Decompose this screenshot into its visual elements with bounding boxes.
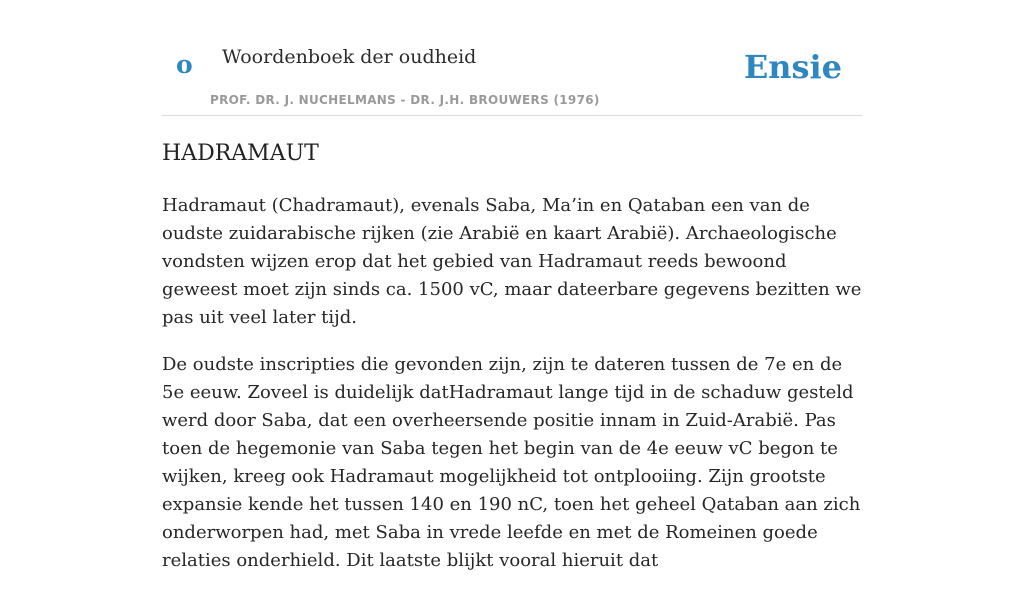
entry-title: HADRAMAUT (162, 141, 319, 166)
book-title[interactable]: Woordenboek der oudheid (222, 46, 477, 68)
page (162, 0, 862, 571)
header (162, 0, 862, 116)
entry-paragraph: Hadramaut (Chadramaut), evenals Saba, Ma’in en Qataban een van de oudste zuidarabische rijken (zie Arabië en kaart Arabië). Archaeologische vondsten wijzen erop dat het gebied van Hadramaut reeds bewoond geweest moet zijn sinds ca. 1500 vC, maar dateerbare gegevens bezitten we pas uit veel later tijd. (162, 195, 862, 328)
entry-paragraph: De oudste inscripties die gevonden zijn, zijn te dateren tussen de 7e en de 5e eeuw. Zoveel is duidelijk datHadramaut lange tijd in de schaduw gesteld werd door Saba, dat een overheersende positie innam in Zuid-Arabië. Pas toen de hegemonie van Saba tegen het begin van de 4e eeuw vC begon te wijken, kreeg ook Hadramaut mogelijkheid tot ontplooiing. Zijn grootste expansie kende het tussen 140 en 190 nC, toen het geheel Qataban aan zich onderworpen had, met Saba in vrede leefde en met de Romeinen goede relaties onderhield. Dit laatste blijkt vooral hieruit dat (162, 354, 861, 571)
entry-body (162, 192, 862, 594)
brand-logo[interactable]: Ensie (743, 48, 842, 86)
letter-badge[interactable]: o (176, 50, 193, 79)
book-authors: PROF. DR. J. NUCHELMANS - DR. J.H. BROUWERS (1976) (210, 93, 600, 107)
